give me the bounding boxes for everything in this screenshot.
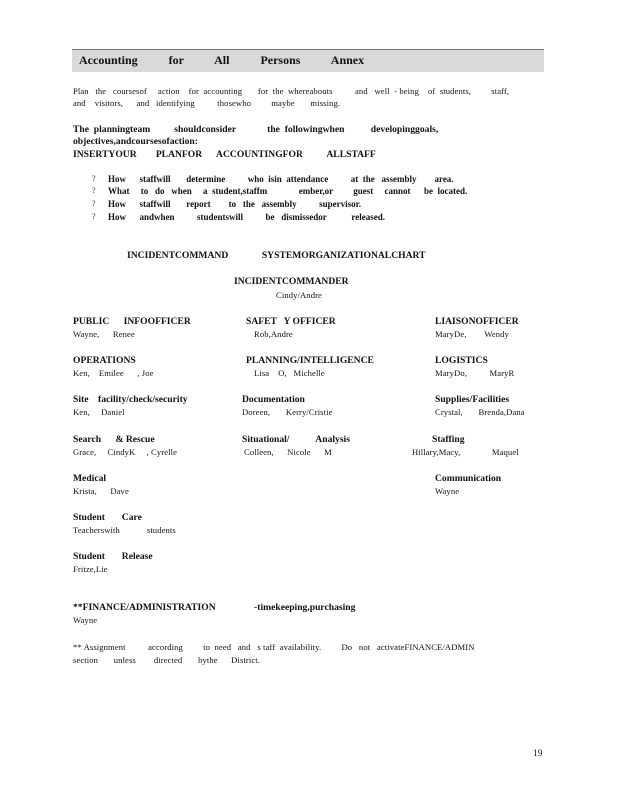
liaison-officer-names: MaryDe, Wendy — [435, 329, 509, 339]
situational-analysis-names: Colleen, Nicole M — [244, 447, 332, 457]
bullet-item-2: What to do when a student,staffm ember,or guest cannot be located. — [108, 186, 468, 196]
student-release-names: Fritze,Lie — [73, 564, 108, 574]
note-line-2: section unless directed bythe District. — [73, 655, 260, 665]
intro-line-2: and visitors, and identifying thosewho maybe missing. — [73, 98, 341, 108]
planning-line-1: The planningteam shouldconsider the followingwhen developinggoals, — [73, 124, 439, 135]
bullet-item-1: How staffwill determine who isin attendance at the assembly area. — [108, 174, 454, 184]
logistics-title: LOGISTICS — [435, 355, 488, 366]
liaison-officer-title: LIAISONOFFICER — [435, 316, 519, 327]
bullet-item-4: How andwhen studentswill be dismissedor released. — [108, 212, 385, 222]
public-info-officer-title: PUBLIC INFOOFFICER — [73, 316, 191, 327]
safety-officer-title: SAFET Y OFFICER — [246, 316, 336, 327]
incident-commander-names: Cindy/Andre — [276, 290, 322, 300]
incident-commander-title: INCIDENTCOMMANDER — [234, 276, 349, 287]
communication-names: Wayne — [435, 486, 460, 496]
search-rescue-title: Search & Rescue — [73, 434, 155, 445]
communication-title: Communication — [435, 473, 502, 484]
student-release-title: Student Release — [73, 551, 153, 562]
medical-names: Krista, Dave — [73, 486, 129, 496]
logistics-names: MaryDo, MaryR — [435, 368, 515, 378]
public-info-officer-names: Wayne, Renee — [73, 329, 135, 339]
operations-names: Ken, Emilee , Joe — [73, 368, 154, 378]
org-chart-title: INCIDENTCOMMAND SYSTEMORGANIZATIONALCHART — [127, 250, 426, 261]
documentation-title: Documentation — [242, 394, 305, 405]
bullet-mark-1: ? — [92, 174, 96, 183]
documentation-names: Doreen, Kerry/Cristie — [242, 407, 333, 417]
supplies-facilities-names: Crystal, Brenda,Dana — [435, 407, 525, 417]
student-care-names: Teacherswith students — [73, 525, 176, 535]
site-security-title: Site facility/check/security — [73, 394, 188, 405]
bullet-mark-4: ? — [92, 212, 96, 221]
site-security-names: Ken, Daniel — [73, 407, 125, 417]
finance-admin-names: Wayne — [73, 615, 98, 625]
planning-intelligence-title: PLANNING/INTELLIGENCE — [246, 355, 374, 366]
student-care-title: Student Care — [73, 512, 142, 523]
page-title: Accounting for All Persons Annex — [79, 53, 365, 67]
page-number: 19 — [533, 749, 543, 759]
planning-intelligence-names: Lisa O, Michelle — [254, 368, 325, 378]
intro-line-1: Plan the coursesof action for accounting for the whereabouts and well - being of students, staff, — [73, 86, 510, 96]
bullet-item-3: How staffwill report to the assembly supervisor. — [108, 199, 361, 209]
note-line-1: ** Assignment according to need and s taff availability. Do not activateFINANCE/ADMIN — [73, 642, 475, 652]
planning-line-3: INSERTYOUR PLANFOR ACCOUNTINGFOR ALLSTAFF — [73, 149, 376, 160]
supplies-facilities-title: Supplies/Facilities — [435, 394, 510, 405]
search-rescue-names: Grace, CindyK , Cyrelle — [73, 447, 178, 457]
finance-admin-title: **FINANCE/ADMINISTRATION -timekeeping,purchasing — [73, 602, 356, 613]
safety-officer-names: Rob,Andre — [254, 329, 293, 339]
staffing-title: Staffing — [432, 434, 465, 445]
staffing-names: Hillary,Macy, Maquel — [412, 447, 519, 457]
medical-title: Medical — [73, 473, 107, 484]
bullet-mark-2: ? — [92, 186, 96, 195]
bullet-mark-3: ? — [92, 199, 96, 208]
operations-title: OPERATIONS — [73, 355, 136, 366]
situational-analysis-title: Situational/ Analysis — [242, 434, 350, 445]
planning-line-2: objectives,andcoursesofaction: — [73, 136, 198, 147]
